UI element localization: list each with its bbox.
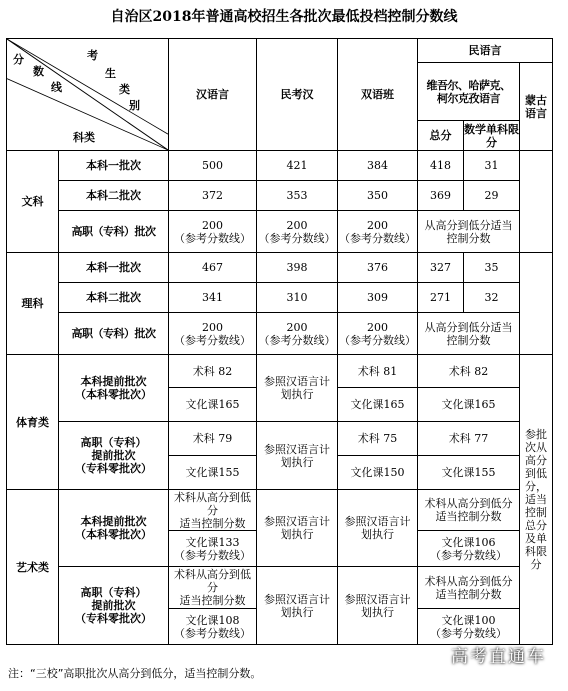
wenke-3-sy: 200 （参考分数线） <box>338 211 418 253</box>
like-1-sy: 376 <box>338 253 418 283</box>
tiyu-label: 体育类 <box>7 355 59 490</box>
wenke-label: 文科 <box>7 151 59 253</box>
page-title: 自治区2018年普通高校招生各批次最低投档控制分数线 <box>110 9 458 25</box>
diagonal-header <box>7 39 169 151</box>
score-table <box>6 38 553 645</box>
wenke-2-mkh: 353 <box>257 181 338 211</box>
tiyu-batch-gaozhi: 高职（专科） 提前批次 （专科零批次） <box>59 422 169 490</box>
like-batch-3: 高职（专科）批次 <box>59 313 169 355</box>
tiyu-gaozhi-mkh: 参照汉语言计划执行 <box>257 422 338 490</box>
tiyu-gaozhi-han1: 术科 79 <box>169 422 257 456</box>
tiyu-benke-mkh: 参照汉语言计划执行 <box>257 355 338 422</box>
menggu-blank-like <box>520 253 553 355</box>
tiyu-gaozhi-sy1: 术科 75 <box>338 422 418 456</box>
like-1-mkh: 398 <box>257 253 338 283</box>
tiyu-benke-han1: 术科 82 <box>169 355 257 388</box>
wenke-3-han: 200 （参考分数线） <box>169 211 257 253</box>
like-2-sy: 309 <box>338 283 418 313</box>
like-3-min: 从高分到低分适当控制分数 <box>418 313 520 355</box>
yishu-benke-min2: 文化课106 （参考分数线） <box>418 531 520 567</box>
tiyu-benke-han2: 文化课165 <box>169 388 257 422</box>
like-label: 理科 <box>7 253 59 355</box>
like-1-han: 467 <box>169 253 257 283</box>
col-header-han: 汉语言 <box>169 39 257 151</box>
wenke-row-2 <box>7 181 553 211</box>
col-header-weiwuer: 维吾尔、哈萨克、 柯尔克孜语言 <box>418 63 520 121</box>
yishu-benke-min1: 术科从高分到低分 适当控制分数 <box>418 490 520 531</box>
yishu-batch-gaozhi: 高职（专科） 提前批次 （专科零批次） <box>59 567 169 645</box>
like-3-mkh: 200 （参考分数线） <box>257 313 338 355</box>
like-row-1 <box>7 253 553 283</box>
header-row-1 <box>7 39 553 63</box>
yishu-batch-benke: 本科提前批次 （本科零批次） <box>59 490 169 567</box>
tiyu-gaozhi-min2: 文化课155 <box>418 456 520 490</box>
yishu-benke-han1: 术科从高分到低分 适当控制分数 <box>169 490 257 531</box>
wenke-batch-1: 本科一批次 <box>59 151 169 181</box>
wenke-2-han: 372 <box>169 181 257 211</box>
wenke-batch-3: 高职（专科）批次 <box>59 211 169 253</box>
yishu-row-1 <box>7 490 553 531</box>
yishu-gaozhi-min1: 术科从高分到低分 适当控制分数 <box>418 567 520 609</box>
wenke-1-sx: 31 <box>464 151 520 181</box>
yishu-gaozhi-sy: 参照汉语言计划执行 <box>338 567 418 645</box>
yishu-gaozhi-min2: 文化课100 （参考分数线） <box>418 609 520 645</box>
menggu-note: 参批次从高分到低分，适当控制总分及单科限分 <box>520 355 553 645</box>
col-header-shuxue: 数学单科限分 <box>464 122 519 149</box>
menggu-blank-wenke <box>520 151 553 253</box>
yishu-gaozhi-han1: 术科从高分到低分 适当控制分数 <box>169 567 257 609</box>
wenke-1-sy: 384 <box>338 151 418 181</box>
tiyu-gaozhi-sy2: 文化课150 <box>338 456 418 490</box>
like-batch-1: 本科一批次 <box>59 253 169 283</box>
like-batch-2: 本科二批次 <box>59 283 169 313</box>
tiyu-row-1 <box>7 355 553 388</box>
yishu-label: 艺术类 <box>7 490 59 645</box>
like-2-sx: 32 <box>464 283 520 313</box>
yishu-benke-mkh: 参照汉语言计划执行 <box>257 490 338 567</box>
diag-label-shu: 数 <box>33 65 44 78</box>
wenke-2-zf: 369 <box>418 181 464 211</box>
tiyu-gaozhi-min1: 术科 77 <box>418 422 520 456</box>
wenke-2-sy: 350 <box>338 181 418 211</box>
like-3-sy: 200 （参考分数线） <box>338 313 418 355</box>
tiyu-benke-min1: 术科 82 <box>418 355 520 388</box>
like-row-2 <box>7 283 553 313</box>
diag-label-kao: 考 <box>87 49 98 62</box>
like-1-zf: 327 <box>418 253 464 283</box>
yishu-gaozhi-han2: 文化课108 （参考分数线） <box>169 609 257 645</box>
col-header-shuangyu: 双语班 <box>338 39 418 151</box>
tiyu-benke-sy1: 术科 81 <box>338 355 418 388</box>
diag-label-xian: 线 <box>51 81 62 94</box>
wenke-batch-2: 本科二批次 <box>59 181 169 211</box>
wenke-2-sx: 29 <box>464 181 520 211</box>
diag-label-kelei: 科类 <box>73 131 95 144</box>
wenke-1-mkh: 421 <box>257 151 338 181</box>
col-header-minkaohan: 民考汉 <box>257 39 338 151</box>
yishu-benke-sy: 参照汉语言计划执行 <box>338 490 418 567</box>
tiyu-row-3 <box>7 422 553 456</box>
like-3-han: 200 （参考分数线） <box>169 313 257 355</box>
yishu-gaozhi-mkh: 参照汉语言计划执行 <box>257 567 338 645</box>
wenke-3-min: 从高分到低分适当控制分数 <box>418 211 520 253</box>
col-header-menggu: 蒙古语言 <box>520 63 553 151</box>
wenke-1-han: 500 <box>169 151 257 181</box>
yishu-row-3 <box>7 567 553 609</box>
tiyu-batch-benke: 本科提前批次 （本科零批次） <box>59 355 169 422</box>
tiyu-benke-sy2: 文化课165 <box>338 388 418 422</box>
like-row-3 <box>7 313 553 355</box>
wenke-1-zf: 418 <box>418 151 464 181</box>
watermark: 高考直通车 <box>451 647 546 667</box>
like-1-sx: 35 <box>464 253 520 283</box>
col-header-minyuyan: 民语言 <box>418 39 553 63</box>
col-header-zongfen: 总分 <box>418 121 464 151</box>
like-2-mkh: 310 <box>257 283 338 313</box>
wenke-row-1 <box>7 151 553 181</box>
like-2-zf: 271 <box>418 283 464 313</box>
like-2-han: 341 <box>169 283 257 313</box>
yishu-benke-han2: 文化课133 （参考分数线） <box>169 531 257 567</box>
footnote: 注：“三校”高职批次从高分到低分，适当控制分数。 <box>8 667 262 680</box>
diag-label-bie: 别 <box>129 99 140 112</box>
diag-label-sheng: 生 <box>105 67 116 80</box>
wenke-3-mkh: 200 （参考分数线） <box>257 211 338 253</box>
diag-label-fen: 分 <box>13 53 24 66</box>
tiyu-gaozhi-han2: 文化课155 <box>169 456 257 490</box>
tiyu-benke-min2: 文化课165 <box>418 388 520 422</box>
wenke-row-3 <box>7 211 553 253</box>
diag-label-lei: 类 <box>119 83 130 96</box>
